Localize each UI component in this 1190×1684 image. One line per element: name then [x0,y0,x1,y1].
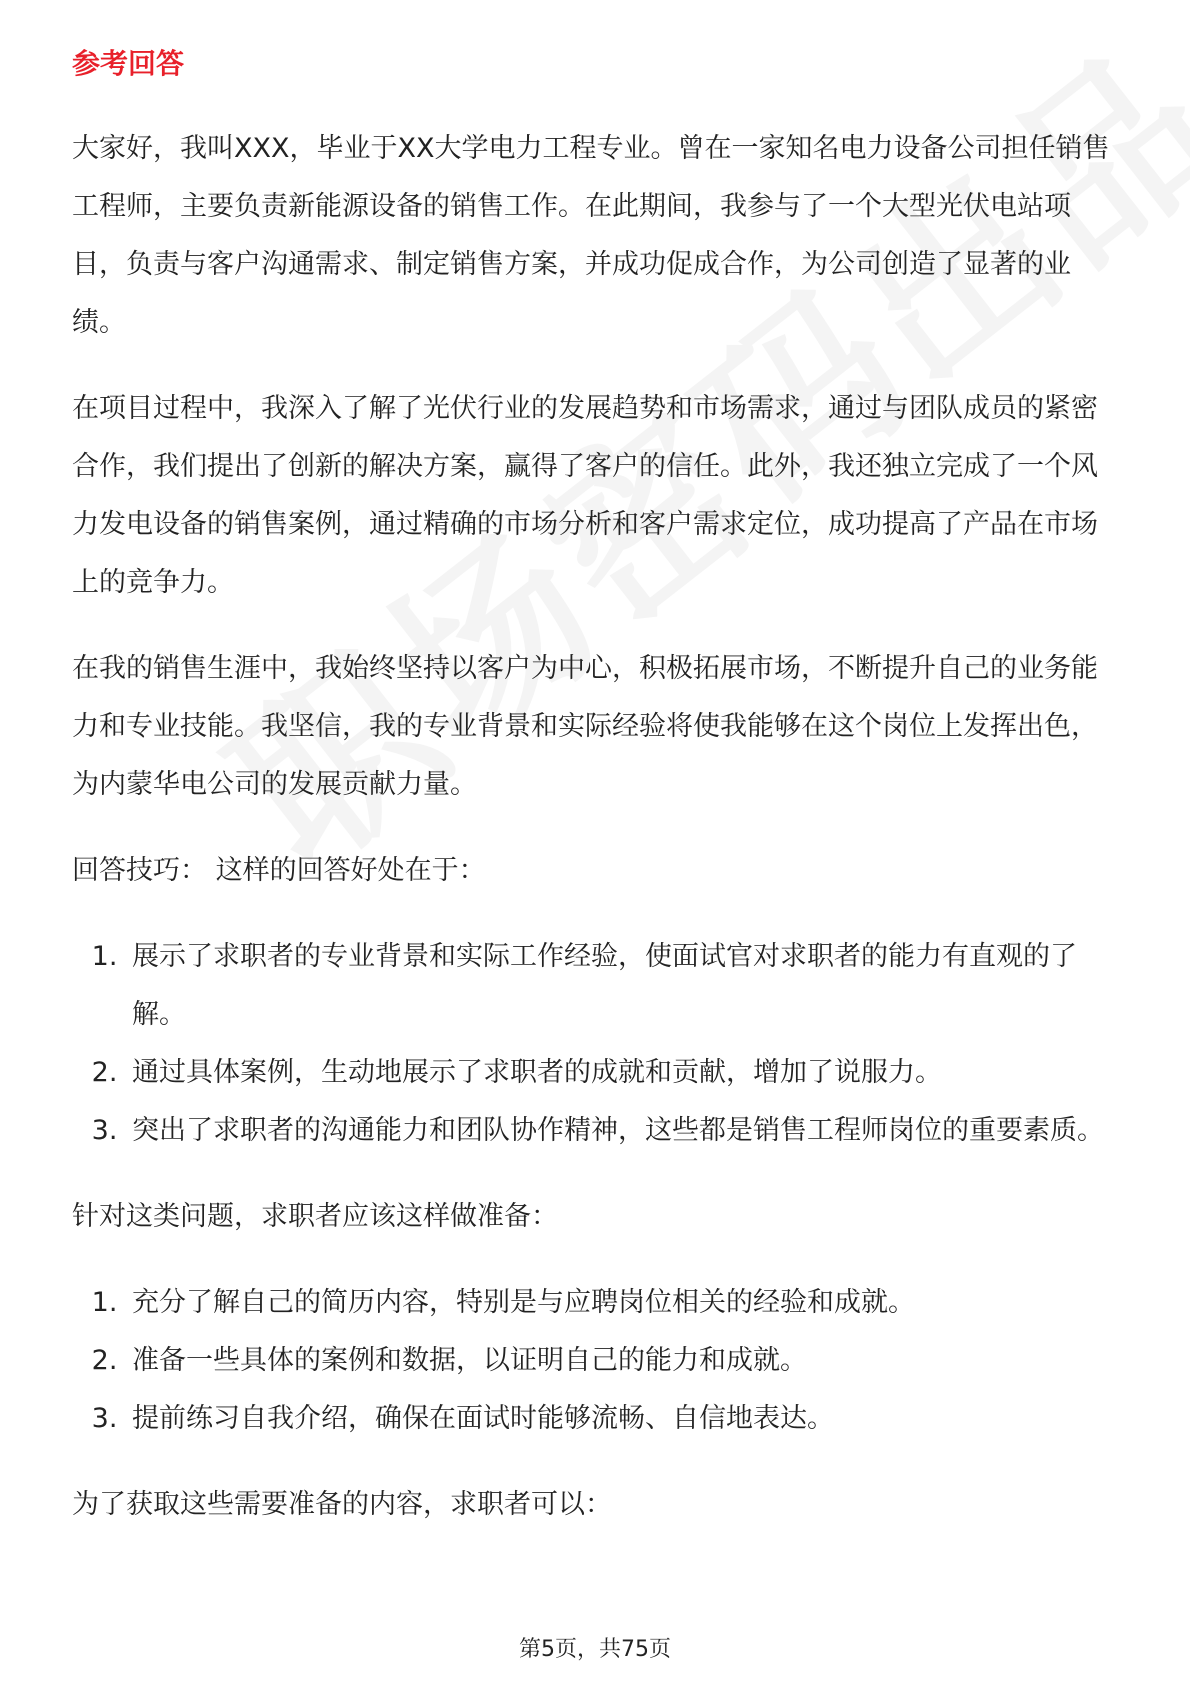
list-item: 3. 突出了求职者的沟通能力和团队协作精神，这些都是销售工程师岗位的重要素质。 [126,1102,1122,1160]
prep-intro: 针对这类问题，求职者应该这样做准备： [72,1201,558,1232]
list-item: 1. 充分了解自己的简历内容，特别是与应聘岗位相关的经验和成就。 [126,1274,1122,1332]
prep-list [72,1274,1122,1448]
list-item: 3. 提前练习自我介绍，确保在面试时能够流畅、自信地表达。 [126,1390,1122,1448]
answer-paragraph-1: 大家好，我叫XXX，毕业于XX大学电力工程专业。曾在一家知名电力设备公司担任销售工程师，主要负责新能源设备的销售工作。在此期间，我参与了一个大型光伏电站项目，负责与客户沟通需求、制定销售方案，并成功促成合作，为公司创造了显著的业绩。 [72,133,1110,338]
tips-list [72,928,1122,1160]
list-item: 2. 通过具体案例，生动地展示了求职者的成就和贡献，增加了说服力。 [126,1044,1122,1102]
document-body [72,44,1122,1562]
answer-paragraph-3: 在我的销售生涯中，我始终坚持以客户为中心，积极拓展市场，不断提升自己的业务能力和专业技能。我坚信，我的专业背景和实际经验将使我能够在这个岗位上发挥出色，为内蒙华电公司的发展贡献力量。 [72,653,1098,800]
page-number: 第5页，共75页 [519,1637,671,1662]
list-item: 1. 展示了求职者的专业背景和实际工作经验，使面试官对求职者的能力有直观的了解。 [126,928,1122,1044]
list-item: 2. 准备一些具体的案例和数据，以证明自己的能力和成就。 [126,1332,1122,1390]
closing-line: 为了获取这些需要准备的内容，求职者可以： [72,1489,612,1520]
tips-intro: 回答技巧： 这样的回答好处在于： [72,855,486,886]
section-heading: 参考回答 [72,47,185,80]
answer-paragraph-2: 在项目过程中，我深入了解了光伏行业的发展趋势和市场需求，通过与团队成员的紧密合作，我们提出了创新的解决方案，赢得了客户的信任。此外，我还独立完成了一个风力发电设备的销售案例，通过精确的市场分析和客户需求定位，成功提高了产品在市场上的竞争力。 [72,393,1098,598]
